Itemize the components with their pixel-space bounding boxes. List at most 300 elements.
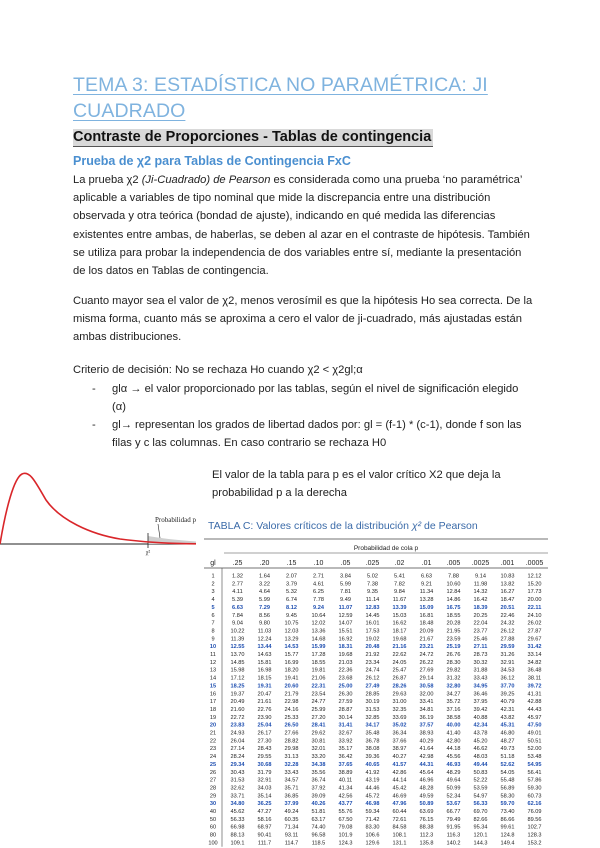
table-cell: 42.31 xyxy=(500,706,515,713)
table-cell: 12.12 xyxy=(527,573,542,580)
table-caption xyxy=(212,466,542,502)
intro-text-italic: (Ji-Cuadrado) de Pearson xyxy=(141,174,271,186)
table-cell: 24.32 xyxy=(500,620,515,627)
table-cell: 79.49 xyxy=(446,816,461,823)
row-gl-cell: 25 xyxy=(209,761,217,768)
table-cell: 21.79 xyxy=(284,691,299,698)
table-cell: 25.46 xyxy=(473,636,488,643)
table-cell: 25.47 xyxy=(392,667,407,674)
gl-header: gl xyxy=(210,560,216,567)
table-cell: 4.11 xyxy=(232,589,243,596)
table-cell: 40.65 xyxy=(365,761,380,768)
table-cell: 30.14 xyxy=(338,714,353,721)
table-cell: 24.10 xyxy=(527,612,542,619)
table-cell: 45.62 xyxy=(230,809,245,815)
table-cell: 47.50 xyxy=(527,722,542,729)
table-cell: 14.85 xyxy=(230,659,245,666)
table-cell: 37.92 xyxy=(311,785,326,792)
table-cell: 44.46 xyxy=(365,785,380,792)
row-gl-cell: 17 xyxy=(209,699,217,706)
table-cell: 28.26 xyxy=(392,683,407,690)
table-cell: 26.04 xyxy=(230,738,245,745)
table-cell: 20.28 xyxy=(446,620,461,627)
table-cell: 76.15 xyxy=(419,816,434,823)
table-cell: 39.25 xyxy=(500,691,515,698)
table-cell: 95.34 xyxy=(473,824,488,831)
decision-criterion: Criterio de decisión: No se rechaza Ho cuando χ2 < χ2gl;α xyxy=(73,364,363,376)
table-cell: 140.2 xyxy=(446,840,461,847)
table-cell: 1.64 xyxy=(259,573,270,580)
table-cell: 16.42 xyxy=(473,597,488,604)
table-cell: 7.82 xyxy=(394,581,405,588)
table-grid xyxy=(204,538,548,847)
table-cell: 96.58 xyxy=(311,832,326,839)
table-cell: 50.99 xyxy=(446,785,461,792)
table-cell: 13.28 xyxy=(419,597,434,604)
table-cell: 48.28 xyxy=(419,785,434,792)
row-gl-cell: 60 xyxy=(209,824,217,831)
table-cell: 54.05 xyxy=(500,769,515,776)
table-cell: 46.93 xyxy=(446,761,461,768)
table-cell: 111.7 xyxy=(257,840,272,847)
table-cell: 26.02 xyxy=(527,620,542,627)
table-cell: 14.07 xyxy=(338,620,353,627)
table-cell: 33.43 xyxy=(473,675,488,682)
table-cell: 34.57 xyxy=(284,777,299,784)
table-cell: 51.81 xyxy=(311,809,326,815)
table-cell: 7.88 xyxy=(448,573,459,580)
table-cell: 35.72 xyxy=(446,699,461,706)
table-cell: 50.83 xyxy=(473,769,488,776)
table-cell: 34.27 xyxy=(446,691,461,698)
table-title-prefix: TABLA C: Valores críticos de la distribución xyxy=(208,520,409,532)
chi-interpretation-paragraph: Cuanto mayor sea el valor de χ2, menos verosímil es que la hipótesis Ho sea correcta. De la misma forma, cuanto más se aproxima a cero el valor de ji-cuadrado, más ajustadas están ambas distribuciones. xyxy=(73,295,533,344)
table-cell: 53.67 xyxy=(446,801,461,808)
table-cell: 18.31 xyxy=(338,644,353,651)
table-cell: 36.85 xyxy=(284,793,299,800)
table-cell: 29.63 xyxy=(392,691,407,698)
table-cell: 62.16 xyxy=(527,801,542,808)
table-cell: 26.12 xyxy=(365,675,380,682)
column-header: .20 xyxy=(259,560,270,567)
table-cell: 51.18 xyxy=(500,754,515,761)
table-cell: 33.43 xyxy=(284,769,299,776)
table-cell: 17.53 xyxy=(365,628,380,635)
table-cell: 22.31 xyxy=(311,683,326,690)
table-cell: 34.95 xyxy=(473,683,488,690)
table-cell: 11.39 xyxy=(230,636,245,643)
table-cell: 19.37 xyxy=(230,691,245,698)
table-cell: 68.97 xyxy=(257,824,272,831)
row-gl-cell: 21 xyxy=(209,730,217,737)
table-cell: 45.64 xyxy=(419,769,434,776)
row-gl-cell: 14 xyxy=(209,675,217,682)
table-cell: 31.79 xyxy=(257,769,272,776)
table-cell: 128.3 xyxy=(527,832,542,839)
table-cell: 20.60 xyxy=(284,683,299,690)
table-cell: 4.61 xyxy=(313,581,324,588)
table-cell: 32.67 xyxy=(338,730,353,737)
prob-label: Probabilidad p xyxy=(155,516,197,524)
table-cell: 6.25 xyxy=(313,589,324,596)
table-cell: 29.67 xyxy=(527,636,542,643)
density-curve xyxy=(0,473,196,544)
table-cell: 4.64 xyxy=(259,589,270,596)
table-cell: 27.88 xyxy=(500,636,515,643)
row-gl-cell: 8 xyxy=(211,628,215,635)
table-cell: 33.69 xyxy=(392,714,407,721)
table-cell: 38.89 xyxy=(338,769,353,776)
table-cell: 10.64 xyxy=(311,612,326,619)
table-cell: 42.80 xyxy=(446,738,461,745)
table-cell: 40.79 xyxy=(500,699,515,706)
table-cell: 5.32 xyxy=(286,589,297,596)
table-cell: 23.77 xyxy=(473,628,488,635)
table-cell: 10.83 xyxy=(500,573,515,580)
table-cell: 50.51 xyxy=(527,738,542,745)
table-cell: 43.19 xyxy=(365,777,380,784)
table-cell: 27.30 xyxy=(257,738,272,745)
table-cell: 7.29 xyxy=(259,604,270,611)
table-cell: 11.03 xyxy=(257,628,272,635)
table-cell: 8.56 xyxy=(259,612,270,619)
row-gl-cell: 9 xyxy=(211,636,215,643)
table-cell: 29.82 xyxy=(446,667,461,674)
table-cell: 34.03 xyxy=(257,785,272,792)
column-header: .01 xyxy=(421,560,432,567)
bullet-dash: - xyxy=(92,383,96,395)
table-cell: 34.17 xyxy=(365,722,380,729)
table-cell: 14.53 xyxy=(284,644,299,651)
table-cell: 10.22 xyxy=(230,628,245,635)
table-cell: 63.17 xyxy=(311,816,326,823)
table-cell: 29.62 xyxy=(311,730,326,737)
table-cell: 32.01 xyxy=(311,746,326,753)
table-cell: 30.58 xyxy=(419,683,434,690)
table-cell: 18.39 xyxy=(473,604,488,611)
x-axis-label: χ² xyxy=(145,550,151,556)
table-cell: 18.20 xyxy=(284,667,299,674)
table-cell: 50.89 xyxy=(419,801,434,808)
table-cell: 22.72 xyxy=(230,714,245,721)
table-cell: 2.07 xyxy=(286,573,297,580)
table-cell: 31.32 xyxy=(446,675,461,682)
table-cell: 5.39 xyxy=(232,597,243,604)
table-title-suffix: de Pearson xyxy=(424,520,478,532)
table-cell: 9.14 xyxy=(475,573,486,580)
column-header: .02 xyxy=(394,560,405,567)
table-cell: 3.84 xyxy=(340,573,351,580)
table-cell: 88.38 xyxy=(419,824,434,831)
table-cell: 23.34 xyxy=(365,659,380,666)
bullet-text: gl→ representan los grados de libertad dados por: gl = (f-1) * (c-1), donde f son las filas y c las columnas. En caso contrario se rechaza H0 xyxy=(112,419,522,450)
table-cell: 11.07 xyxy=(338,604,353,611)
table-cell: 37.99 xyxy=(284,801,299,808)
table-cell: 41.64 xyxy=(419,746,434,753)
table-cell: 1.32 xyxy=(232,573,243,580)
table-cell: 42.88 xyxy=(527,699,542,706)
table-cell: 27.87 xyxy=(527,628,542,635)
table-cell: 29.55 xyxy=(257,754,272,761)
table-cell: 20.47 xyxy=(257,691,272,698)
row-gl-cell: 40 xyxy=(209,809,217,815)
table-cell: 102.7 xyxy=(527,824,542,831)
table-cell: 25.04 xyxy=(257,722,272,729)
table-cell: 54.97 xyxy=(473,793,488,800)
table-cell: 53.59 xyxy=(473,785,488,792)
table-cell: 76.09 xyxy=(527,809,542,815)
column-header: .25 xyxy=(232,560,243,567)
table-cell: 31.42 xyxy=(527,644,542,651)
table-cell: 40.11 xyxy=(338,777,353,784)
table-cell: 18.17 xyxy=(392,628,407,635)
table-cell: 46.98 xyxy=(365,801,380,808)
table-cell: 20.48 xyxy=(365,644,380,651)
table-cell: 52.22 xyxy=(473,777,488,784)
table-cell: 59.30 xyxy=(527,785,542,792)
table-cell: 7.81 xyxy=(340,589,351,596)
table-cell: 31.53 xyxy=(365,706,380,713)
table-cell: 26.87 xyxy=(392,675,407,682)
intro-text-a: La prueba χ2 xyxy=(73,174,142,186)
table-cell: 60.73 xyxy=(527,793,542,800)
table-cell: 29.59 xyxy=(500,644,515,651)
table-cell: 28.30 xyxy=(446,659,461,666)
table-cell: 25.99 xyxy=(311,706,326,713)
table-cell: 13.36 xyxy=(311,628,326,635)
table-cell: 56.89 xyxy=(500,785,515,792)
table-cell: 5.99 xyxy=(259,597,270,604)
table-cell: 22.36 xyxy=(338,667,353,674)
table-cell: 20.25 xyxy=(473,612,488,619)
row-gl-cell: 16 xyxy=(209,691,217,698)
table-cell: 41.92 xyxy=(365,769,380,776)
table-cell: 19.81 xyxy=(311,667,326,674)
table-cell: 26.50 xyxy=(284,722,299,729)
table-cell: 5.02 xyxy=(367,573,378,580)
table-cell: 38.93 xyxy=(419,730,434,737)
column-header: .0025 xyxy=(471,560,490,567)
table-cell: 49.44 xyxy=(473,761,488,768)
table-cell: 33.14 xyxy=(527,652,542,658)
table-cell: 40.29 xyxy=(419,738,434,745)
table-cell: 47.96 xyxy=(392,801,407,808)
page-title: TEMA 3: ESTADÍSTICA NO PARAMÉTRICA: JI CUADRADO xyxy=(73,74,488,122)
table-cell: 36.34 xyxy=(392,730,407,737)
table-cell: 79.08 xyxy=(338,824,353,831)
table-cell: 45.42 xyxy=(392,785,407,792)
row-gl-cell: 20 xyxy=(209,722,217,729)
table-cell: 11.34 xyxy=(419,589,434,596)
table-cell: 37.65 xyxy=(338,761,353,768)
table-cell: 23.54 xyxy=(311,691,326,698)
table-cell: 24.77 xyxy=(311,699,326,706)
table-cell: 27.11 xyxy=(473,644,488,651)
table-cell: 9.49 xyxy=(340,597,351,604)
table-cell: 19.31 xyxy=(257,683,272,690)
table-cell: 15.09 xyxy=(419,604,434,611)
table-cell: 37.16 xyxy=(446,706,461,713)
table-cell: 30.68 xyxy=(257,761,272,768)
table-cell: 15.03 xyxy=(392,612,407,619)
table-cell: 17.73 xyxy=(527,589,542,596)
row-gl-cell: 3 xyxy=(211,589,215,596)
table-cell: 149.4 xyxy=(500,840,515,847)
table-cell: 8.12 xyxy=(286,604,297,611)
table-cell: 112.3 xyxy=(419,832,434,839)
table-cell: 38.58 xyxy=(446,714,461,721)
table-cell: 55.48 xyxy=(500,777,515,784)
row-gl-cell: 12 xyxy=(209,659,217,666)
table-cell: 15.77 xyxy=(284,652,299,658)
table-cell: 109.1 xyxy=(230,840,245,847)
table-cell: 18.15 xyxy=(257,675,272,682)
table-cell: 53.48 xyxy=(527,754,542,761)
table-cell: 9.45 xyxy=(286,612,297,619)
table-cell: 18.55 xyxy=(446,612,461,619)
table-cell: 28.73 xyxy=(473,652,488,658)
column-header: .005 xyxy=(446,560,461,567)
table-cell: 3.22 xyxy=(259,581,270,588)
table-cell: 29.14 xyxy=(419,675,434,682)
table-cell: 45.72 xyxy=(365,793,380,800)
table-cell: 19.68 xyxy=(392,636,407,643)
table-cell: 14.45 xyxy=(365,612,380,619)
table-cell: 22.98 xyxy=(284,699,299,706)
table-cell: 32.91 xyxy=(257,777,272,784)
table-cell: 13.29 xyxy=(284,636,299,643)
table-cell: 27.69 xyxy=(419,667,434,674)
table-cell: 22.62 xyxy=(392,652,407,658)
table-cell: 15.51 xyxy=(338,628,353,635)
table-cell: 12.03 xyxy=(284,628,299,635)
column-header: .0005 xyxy=(525,560,544,567)
table-cell: 15.81 xyxy=(257,659,272,666)
table-cell: 32.00 xyxy=(419,691,434,698)
table-cell: 22.46 xyxy=(500,612,515,619)
table-cell: 131.1 xyxy=(392,840,407,847)
table-cell: 52.00 xyxy=(527,746,542,753)
table-cell: 54.95 xyxy=(527,761,542,768)
table-cell: 5.41 xyxy=(394,573,405,580)
table-cell: 21.61 xyxy=(257,699,272,706)
table-cell: 18.48 xyxy=(419,620,434,627)
table-cell: 23.90 xyxy=(257,714,272,721)
table-cell: 37.70 xyxy=(500,683,515,690)
table-cell: 116.3 xyxy=(446,832,461,839)
table-cell: 43.82 xyxy=(500,714,515,721)
table-cell: 42.98 xyxy=(419,754,434,761)
table-cell: 118.5 xyxy=(311,840,326,847)
table-cell: 32.80 xyxy=(446,683,461,690)
table-cell: 45.31 xyxy=(500,722,515,729)
table-cell: 12.59 xyxy=(338,612,353,619)
bullet-item-alpha xyxy=(92,380,532,416)
table-cell: 12.84 xyxy=(446,589,461,596)
table-cell: 35.56 xyxy=(311,769,326,776)
table-cell: 16.75 xyxy=(446,604,461,611)
table-cell: 124.8 xyxy=(500,832,515,839)
table-cell: 49.59 xyxy=(419,793,434,800)
table-cell: 32.62 xyxy=(230,785,245,792)
row-gl-cell: 100 xyxy=(208,840,218,847)
table-cell: 20.00 xyxy=(527,597,542,604)
table-cell: 35.48 xyxy=(365,730,380,737)
table-cell: 84.58 xyxy=(392,824,407,831)
table-cell: 43.78 xyxy=(473,730,488,737)
table-cell: 101.9 xyxy=(338,832,353,839)
table-cell: 52.62 xyxy=(500,761,515,768)
table-cell: 153.2 xyxy=(527,840,542,847)
row-gl-cell: 29 xyxy=(209,793,217,800)
table-cell: 31.13 xyxy=(284,754,299,761)
table-cell: 42.34 xyxy=(473,722,488,729)
table-cell: 124.3 xyxy=(338,840,353,847)
table-cell: 7.38 xyxy=(367,581,378,588)
table-cell: 60.44 xyxy=(392,809,407,815)
table-cell: 41.40 xyxy=(446,730,461,737)
table-cell: 52.34 xyxy=(446,793,461,800)
table-cell: 135.8 xyxy=(419,840,434,847)
row-gl-cell: 2 xyxy=(211,581,215,588)
table-cell: 10.60 xyxy=(446,581,461,588)
table-cell: 48.03 xyxy=(473,754,488,761)
table-cell: 71.42 xyxy=(365,816,380,823)
table-cell: 22.11 xyxy=(527,604,542,611)
table-cell: 34.53 xyxy=(500,667,515,674)
table-cell: 28.43 xyxy=(257,746,272,753)
table-cell: 29.34 xyxy=(230,761,245,768)
table-cell: 114.7 xyxy=(284,840,299,847)
table-cell: 82.66 xyxy=(473,816,488,823)
table-cell: 13.70 xyxy=(230,652,245,658)
table-cell: 59.34 xyxy=(365,809,380,815)
table-cell: 66.98 xyxy=(230,824,245,831)
table-cell: 3.79 xyxy=(286,581,297,588)
table-cell: 14.86 xyxy=(446,597,461,604)
table-cell: 31.41 xyxy=(338,722,353,729)
bullet-item-gl xyxy=(92,416,532,452)
table-cell: 12.24 xyxy=(257,636,272,643)
row-gl-cell: 50 xyxy=(209,816,217,823)
table-cell: 73.40 xyxy=(500,809,515,815)
table-cell: 33.41 xyxy=(419,699,434,706)
table-cell: 15.98 xyxy=(230,667,245,674)
table-cell: 33.20 xyxy=(311,754,326,761)
table-cell: 26.17 xyxy=(257,730,272,737)
row-gl-cell: 28 xyxy=(209,785,217,792)
table-cell: 23.68 xyxy=(338,675,353,682)
table-cell: 30.32 xyxy=(473,659,488,666)
table-cell: 11.14 xyxy=(365,597,380,604)
row-gl-cell: 4 xyxy=(211,597,215,604)
column-header: .001 xyxy=(500,560,515,567)
table-cell: 90.41 xyxy=(257,832,272,839)
table-cell: 24.05 xyxy=(392,659,407,666)
table-cell: 35.14 xyxy=(257,793,272,800)
table-cell: 21.92 xyxy=(365,652,380,658)
table-cell: 35.02 xyxy=(392,722,407,729)
table-cell: 16.01 xyxy=(365,620,380,627)
table-cell: 28.82 xyxy=(284,738,299,745)
table-cell: 2.71 xyxy=(313,573,324,580)
prob-pointer-line xyxy=(158,524,160,538)
column-header: .10 xyxy=(313,560,324,567)
table-cell: 35.17 xyxy=(338,746,353,753)
table-cell: 7.78 xyxy=(313,597,324,604)
table-cell: 58.16 xyxy=(257,816,272,823)
table-cell: 42.86 xyxy=(392,769,407,776)
